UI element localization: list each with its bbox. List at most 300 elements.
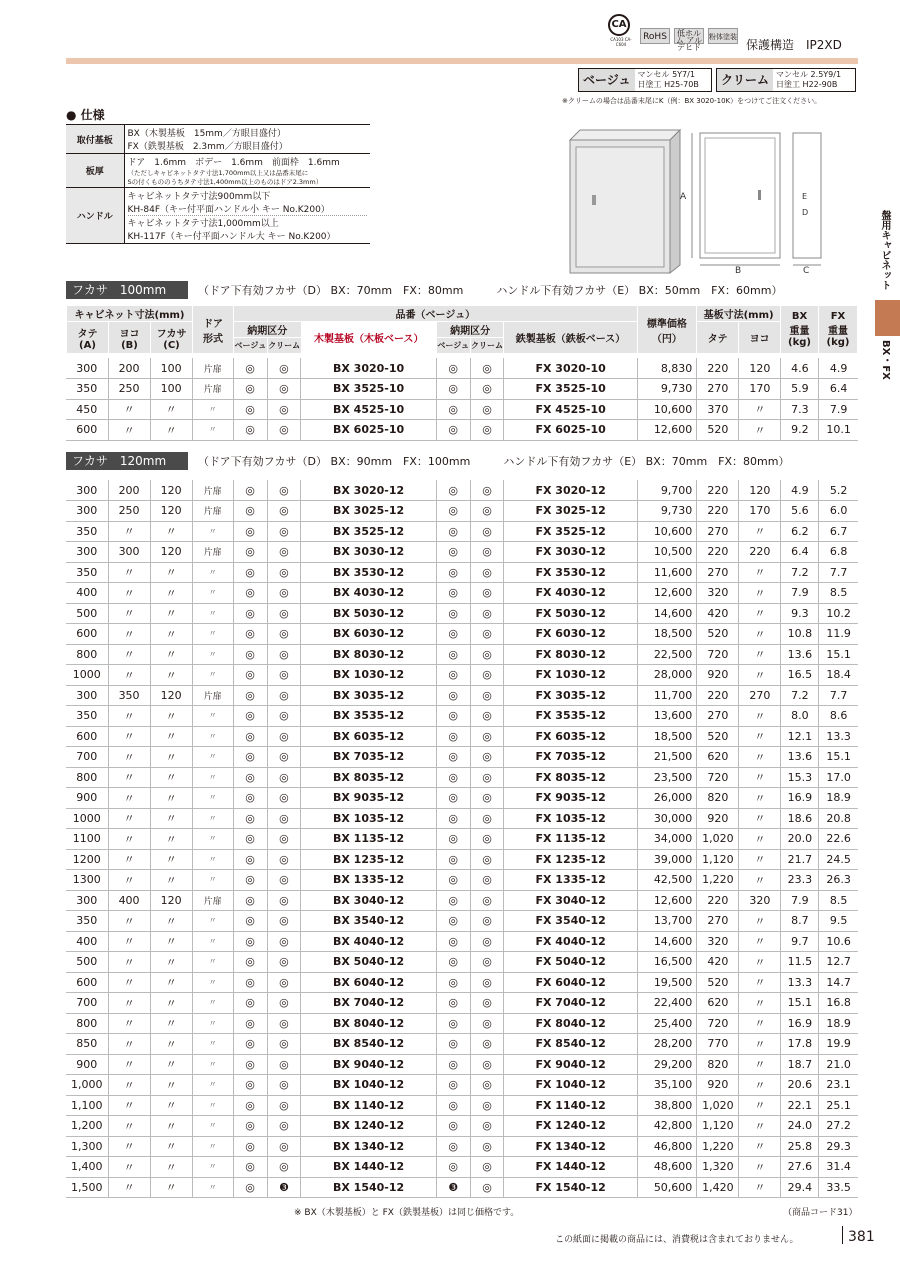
- table-cell: 〃: [108, 1054, 150, 1075]
- table-cell: 820: [697, 1054, 739, 1075]
- table-cell: 片扉: [192, 480, 233, 501]
- table-cell: 850: [66, 1034, 108, 1055]
- table-row: [66, 1136, 858, 1157]
- cabinet-perspective: [570, 130, 680, 273]
- table-cell: ◎: [233, 952, 267, 973]
- table-cell: FX 8035-12: [504, 767, 637, 788]
- table-cell: 400: [108, 890, 150, 911]
- table-cell: ◎: [470, 379, 504, 400]
- table-cell: ◎: [267, 358, 301, 379]
- table-cell: ◎: [436, 767, 470, 788]
- table-cell: 920: [697, 1075, 739, 1096]
- table-cell: ◎: [470, 870, 504, 891]
- table-cell: 250: [108, 379, 150, 400]
- table-cell: 35,100: [637, 1075, 697, 1096]
- table-cell: 8.5: [819, 583, 858, 604]
- table-cell: 〃: [192, 1075, 233, 1096]
- table-cell: 1,120: [697, 1116, 739, 1137]
- table-cell: 600: [66, 726, 108, 747]
- table-cell: 22,500: [637, 644, 697, 665]
- table-cell: 〃: [192, 788, 233, 809]
- table-header: [66, 305, 858, 354]
- table-cell: 270: [697, 562, 739, 583]
- table-cell: 500: [66, 603, 108, 624]
- table-cell: BX 3030-12: [301, 542, 436, 563]
- table-cell: ◎: [436, 1095, 470, 1116]
- hdr-pyoko: ヨコ: [739, 322, 781, 354]
- table-cell: 29,200: [637, 1054, 697, 1075]
- spec-title: ● 仕様: [66, 108, 105, 122]
- table-cell: ◎: [436, 952, 470, 973]
- table-cell: ◎: [267, 849, 301, 870]
- table-row: [66, 1075, 858, 1096]
- table-cell: 350: [66, 911, 108, 932]
- table-cell: 9,730: [637, 501, 697, 522]
- table-cell: 300: [66, 358, 108, 379]
- spec-table: [66, 124, 370, 244]
- table-cell: 18.6: [781, 808, 819, 829]
- spec-text: （ただしキャビネットタテ寸法1,700mm以上又は品番末尾に: [127, 169, 309, 177]
- table-row: [66, 1095, 858, 1116]
- table-cell: 25.8: [781, 1136, 819, 1157]
- table-cell: ◎: [436, 890, 470, 911]
- beige-munsell: マンセル 5Y7/1: [637, 70, 695, 79]
- table-cell: 900: [66, 788, 108, 809]
- table-row: [66, 665, 858, 686]
- table-cell: 21,500: [637, 747, 697, 768]
- spec-text: キャビネットタテ寸法1,000mm以上: [128, 215, 368, 229]
- table-cell: ◎: [233, 1075, 267, 1096]
- table-cell: 〃: [739, 972, 781, 993]
- cream-munsell: マンセル 2.5Y9/1: [776, 70, 842, 79]
- table-cell: 21.0: [819, 1054, 858, 1075]
- table-cell: ◎: [267, 480, 301, 501]
- table-cell: 33.5: [819, 1177, 858, 1198]
- table-cell: ◎: [470, 1034, 504, 1055]
- table-cell: ◎: [436, 521, 470, 542]
- table-cell: 〃: [739, 706, 781, 727]
- table-cell: 〃: [108, 665, 150, 686]
- table-cell: 〃: [739, 993, 781, 1014]
- table-cell: ◎: [436, 358, 470, 379]
- table-cell: 350: [66, 706, 108, 727]
- side-label: 盤用キャビネット: [879, 210, 890, 290]
- table-cell: 450: [66, 399, 108, 420]
- table-cell: 800: [66, 644, 108, 665]
- table-cell: ◎: [267, 952, 301, 973]
- table-cell: 9.3: [781, 603, 819, 624]
- table-cell: 820: [697, 788, 739, 809]
- table-cell: ◎: [436, 379, 470, 400]
- table-cell: 18,500: [637, 726, 697, 747]
- table-cell: 片扉: [192, 358, 233, 379]
- table-cell: 〃: [108, 808, 150, 829]
- table-cell: ◎: [233, 1157, 267, 1178]
- table-cell: 〃: [150, 603, 192, 624]
- table-cell: ◎: [267, 644, 301, 665]
- table-cell: 17.8: [781, 1034, 819, 1055]
- protection-rating: 保護構造 IP2XD: [746, 38, 842, 52]
- table-cell: FX 3025-12: [504, 501, 637, 522]
- table-cell: 270: [697, 911, 739, 932]
- table-cell: 7.7: [819, 562, 858, 583]
- table-cell: 22.6: [819, 829, 858, 850]
- table-cell: BX 3035-12: [301, 685, 436, 706]
- table-cell: ◎: [470, 501, 504, 522]
- table-cell: 220: [697, 480, 739, 501]
- table-row: [66, 603, 858, 624]
- table-cell: FX 3035-12: [504, 685, 637, 706]
- color-beige: [578, 68, 712, 92]
- table-row: [66, 849, 858, 870]
- table-cell: ◎: [233, 1136, 267, 1157]
- table-cell: BX 8040-12: [301, 1013, 436, 1034]
- table-cell: FX 6040-12: [504, 972, 637, 993]
- table-cell: 〃: [192, 972, 233, 993]
- table-cell: ◎: [470, 931, 504, 952]
- section-100-note: （ドア下有効フカサ（D） BX：70mm FX：80mm ハンドル下有効フカサ（E） BX：50mm FX：60mm）: [198, 284, 783, 297]
- table-cell: ◎: [233, 1095, 267, 1116]
- table-cell: 4.6: [781, 358, 819, 379]
- table-cell: ◎: [436, 1157, 470, 1178]
- table-cell: BX 4030-12: [301, 583, 436, 604]
- table-cell: 6.8: [819, 542, 858, 563]
- color-beige-name: ベージュ: [579, 69, 635, 91]
- table-cell: ◎: [233, 972, 267, 993]
- table-cell: 〃: [108, 972, 150, 993]
- table-cell: 11.5: [781, 952, 819, 973]
- table-cell: BX 6040-12: [301, 972, 436, 993]
- table-cell: 〃: [739, 849, 781, 870]
- table-cell: ◎: [470, 420, 504, 441]
- table-cell: 〃: [192, 1116, 233, 1137]
- hdr-price-2: （円）: [651, 333, 682, 345]
- product-code: （商品コード31）: [783, 1208, 858, 1218]
- table-cell: ◎: [233, 624, 267, 645]
- table-cell: ◎: [436, 1013, 470, 1034]
- table-cell: 〃: [150, 420, 192, 441]
- table-cell: 〃: [192, 747, 233, 768]
- table-cell: BX 3535-12: [301, 706, 436, 727]
- table-cell: 〃: [739, 870, 781, 891]
- table-cell: 〃: [739, 399, 781, 420]
- dim-c: C: [803, 266, 810, 275]
- table-cell: 〃: [108, 521, 150, 542]
- table-cell: 〃: [108, 788, 150, 809]
- table-cell: 〃: [192, 665, 233, 686]
- table-cell: 7.9: [781, 583, 819, 604]
- table-cell: BX 8035-12: [301, 767, 436, 788]
- table-cell: ◎: [436, 399, 470, 420]
- table-cell: 15.3: [781, 767, 819, 788]
- table-cell: 420: [697, 952, 739, 973]
- table-cell: BX 1440-12: [301, 1157, 436, 1178]
- table-cell: 〃: [739, 829, 781, 850]
- table-cell: FX 3530-12: [504, 562, 637, 583]
- hdr-tate: [67, 322, 109, 354]
- table-cell: ◎: [470, 890, 504, 911]
- table-cell: 22,400: [637, 993, 697, 1014]
- table-cell: 46,800: [637, 1136, 697, 1157]
- table-cell: ◎: [233, 849, 267, 870]
- table-cell: 4.9: [781, 480, 819, 501]
- table-row: [66, 788, 858, 809]
- table-cell: 14,600: [637, 603, 697, 624]
- hdr-kg1: (kg): [788, 337, 811, 348]
- table-cell: FX 6025-10: [504, 420, 637, 441]
- color-cream-name: クリーム: [717, 69, 773, 91]
- table-cell: 18.7: [781, 1054, 819, 1075]
- table-cell: ◎: [267, 1034, 301, 1055]
- table-cell: ◎: [267, 542, 301, 563]
- table-row: [66, 542, 858, 563]
- table-cell: 〃: [739, 1136, 781, 1157]
- table-cell: FX 1030-12: [504, 665, 637, 686]
- table-cell: ◎: [267, 501, 301, 522]
- table-row: [66, 685, 858, 706]
- table-cell: 19,500: [637, 972, 697, 993]
- table-cell: BX 3020-12: [301, 480, 436, 501]
- table-cell: ◎: [267, 521, 301, 542]
- hdr-beige-1: ベージュ: [234, 338, 268, 354]
- table-cell: 〃: [150, 849, 192, 870]
- table-cell: ◎: [436, 1116, 470, 1137]
- table-cell: ◎: [233, 685, 267, 706]
- hdr-price: [637, 306, 696, 354]
- hdr-cream-2: クリーム: [470, 338, 504, 354]
- table-cell: ◎: [470, 788, 504, 809]
- table-cell: 〃: [108, 931, 150, 952]
- hdr-fx-weight: [818, 306, 857, 354]
- table-row: [66, 1013, 858, 1034]
- table-cell: ◎: [436, 870, 470, 891]
- table-cell: 5.6: [781, 501, 819, 522]
- table-row: [66, 521, 858, 542]
- table-cell: 〃: [108, 747, 150, 768]
- table-cell: ◎: [233, 379, 267, 400]
- table-cell: 30,000: [637, 808, 697, 829]
- table-cell: 120: [739, 358, 781, 379]
- table-cell: FX 5040-12: [504, 952, 637, 973]
- table-cell: 220: [739, 542, 781, 563]
- table-cell: FX 8540-12: [504, 1034, 637, 1055]
- table-cell: ◎: [436, 501, 470, 522]
- table-cell: FX 8030-12: [504, 644, 637, 665]
- table-cell: 20.8: [819, 808, 858, 829]
- table-cell: ◎: [267, 1116, 301, 1137]
- table-cell: 13.6: [781, 747, 819, 768]
- table-cell: 〃: [108, 952, 150, 973]
- table-cell: FX 1335-12: [504, 870, 637, 891]
- table-cell: 〃: [150, 808, 192, 829]
- table-cell: ◎: [436, 706, 470, 727]
- hdr-fukasa: [151, 322, 193, 354]
- table-cell: 15.1: [819, 644, 858, 665]
- table-cell: 13.3: [819, 726, 858, 747]
- section-120-note: （ドア下有効フカサ（D） BX：90mm FX：100mm ハンドル下有効フカサ（E） BX：70mm FX：80mm）: [198, 455, 790, 468]
- table-cell: 1,020: [697, 829, 739, 850]
- table-cell: 〃: [192, 931, 233, 952]
- table-cell: 320: [697, 931, 739, 952]
- table-cell: 720: [697, 644, 739, 665]
- table-cell: 9.5: [819, 911, 858, 932]
- table-cell: ◎: [267, 931, 301, 952]
- table-cell: 16.8: [819, 993, 858, 1014]
- table-cell: 170: [739, 379, 781, 400]
- table-cell: 120: [150, 685, 192, 706]
- footer-note: ※ BX（木製基板）と FX（鉄製基板）は同じ価格です。: [294, 1208, 520, 1218]
- side-tab: [875, 300, 900, 336]
- spec-text: BX（木製基板 15mm／方眼目盛付）: [127, 129, 286, 139]
- table-cell: 〃: [150, 1136, 192, 1157]
- table-cell: 26,000: [637, 788, 697, 809]
- table-cell: BX 1040-12: [301, 1075, 436, 1096]
- table-cell: 〃: [739, 1075, 781, 1096]
- table-row: [66, 480, 858, 501]
- table-cell: 〃: [739, 583, 781, 604]
- table-cell: 〃: [150, 870, 192, 891]
- table-cell: BX 6035-12: [301, 726, 436, 747]
- table-cell: ◎: [233, 767, 267, 788]
- table-cell: ◎: [233, 911, 267, 932]
- table-row: [66, 972, 858, 993]
- table-cell: 25,400: [637, 1013, 697, 1034]
- table-cell: 〃: [739, 665, 781, 686]
- table-cell: 12,600: [637, 420, 697, 441]
- table-cell: 〃: [739, 1034, 781, 1055]
- table-cell: 〃: [150, 788, 192, 809]
- table-cell: ◎: [267, 972, 301, 993]
- table-cell: 〃: [739, 624, 781, 645]
- table-cell: 770: [697, 1034, 739, 1055]
- table-cell: ◎: [233, 644, 267, 665]
- table-cell: 300: [108, 542, 150, 563]
- table-cell: 18.9: [819, 1013, 858, 1034]
- table-cell: ◎: [470, 767, 504, 788]
- table-cell: 27.6: [781, 1157, 819, 1178]
- table-cell: 〃: [150, 1095, 192, 1116]
- table-cell: 〃: [150, 1157, 192, 1178]
- table-cell: 300: [66, 685, 108, 706]
- table-cell: 〃: [192, 1054, 233, 1075]
- table-cell: ◎: [436, 1034, 470, 1055]
- spec-text: Sの付くもののうちタテ寸法1,400mm以上のものはドア2.3mm）: [127, 178, 323, 186]
- table-cell: ◎: [470, 1054, 504, 1075]
- table-cell: BX 1335-12: [301, 870, 436, 891]
- table-cell: 〃: [108, 726, 150, 747]
- table-row: [66, 1054, 858, 1075]
- table-cell: ◎: [436, 480, 470, 501]
- dim-e: E: [802, 192, 808, 201]
- table-cell: 200: [108, 480, 150, 501]
- table-cell: 〃: [192, 624, 233, 645]
- spec-text: FX（鉄製基板 2.3mm／方眼目盛付）: [127, 142, 288, 152]
- table-cell: ◎: [436, 665, 470, 686]
- table-cell: 200: [108, 358, 150, 379]
- table-cell: 1,320: [697, 1157, 739, 1178]
- table-row: [66, 952, 858, 973]
- ca-mark: CA: [608, 14, 630, 36]
- table-cell: ◎: [470, 480, 504, 501]
- hdr-yoko-2: (B): [121, 339, 138, 351]
- hdr-wood: 木製基板（木板ベース）: [301, 322, 436, 354]
- hdr-door-1: ドア: [203, 318, 223, 330]
- table-cell: 5.2: [819, 480, 858, 501]
- table-cell: ◎: [470, 849, 504, 870]
- table-cell: 220: [697, 890, 739, 911]
- table-cell: FX 6035-12: [504, 726, 637, 747]
- table-cell: BX 1035-12: [301, 808, 436, 829]
- hdr-price-1: 標準価格: [646, 318, 687, 330]
- table-cell: 〃: [739, 1157, 781, 1178]
- table-cell: ◎: [470, 808, 504, 829]
- table-cell: 220: [697, 685, 739, 706]
- table-cell: ◎: [267, 420, 301, 441]
- section-120: フカサ 120mm: [66, 452, 188, 470]
- table-cell: ◎: [233, 420, 267, 441]
- table-cell: 〃: [108, 1075, 150, 1096]
- table-cell: ◎: [233, 358, 267, 379]
- table-100: [66, 358, 858, 441]
- table-cell: ❸: [267, 1177, 301, 1198]
- table-cell: 23.3: [781, 870, 819, 891]
- table-120: [66, 480, 858, 1198]
- table-cell: 320: [697, 583, 739, 604]
- table-cell: 〃: [739, 767, 781, 788]
- table-cell: 12.7: [819, 952, 858, 973]
- table-cell: BX 7035-12: [301, 747, 436, 768]
- table-cell: BX 8030-12: [301, 644, 436, 665]
- table-cell: 〃: [150, 952, 192, 973]
- table-cell: ◎: [233, 931, 267, 952]
- table-row: [66, 911, 858, 932]
- table-cell: 24.5: [819, 849, 858, 870]
- hdr-door: [193, 306, 234, 354]
- table-cell: 21.7: [781, 849, 819, 870]
- table-cell: FX 1340-12: [504, 1136, 637, 1157]
- table-cell: 270: [739, 685, 781, 706]
- table-cell: 300: [66, 480, 108, 501]
- table-cell: BX 1140-12: [301, 1095, 436, 1116]
- table-cell: 〃: [739, 562, 781, 583]
- table-cell: ◎: [267, 1075, 301, 1096]
- table-cell: 〃: [108, 583, 150, 604]
- hdr-ptate: タテ: [697, 322, 739, 354]
- table-cell: 14,600: [637, 931, 697, 952]
- hdr-w2: 重量: [827, 326, 848, 337]
- table-cell: 14.7: [819, 972, 858, 993]
- table-cell: 7.2: [781, 685, 819, 706]
- table-cell: FX 4525-10: [504, 399, 637, 420]
- side-label-2: BX・FX: [880, 340, 891, 380]
- table-cell: ◎: [436, 1136, 470, 1157]
- table-cell: FX 3040-12: [504, 890, 637, 911]
- table-cell: ◎: [233, 583, 267, 604]
- table-cell: BX 8540-12: [301, 1034, 436, 1055]
- table-cell: 9,730: [637, 379, 697, 400]
- ca-sub: CA103 CA-C604: [610, 37, 632, 47]
- table-cell: ◎: [267, 665, 301, 686]
- table-row: [66, 420, 858, 441]
- table-row: [66, 644, 858, 665]
- table-cell: 16.9: [781, 788, 819, 809]
- table-cell: ◎: [470, 1075, 504, 1096]
- beige-jpma: 日塗工 H25-70B: [637, 80, 699, 89]
- table-cell: 38,800: [637, 1095, 697, 1116]
- page-divider: [842, 1226, 843, 1244]
- table-cell: 片扉: [192, 501, 233, 522]
- table-cell: 片扉: [192, 890, 233, 911]
